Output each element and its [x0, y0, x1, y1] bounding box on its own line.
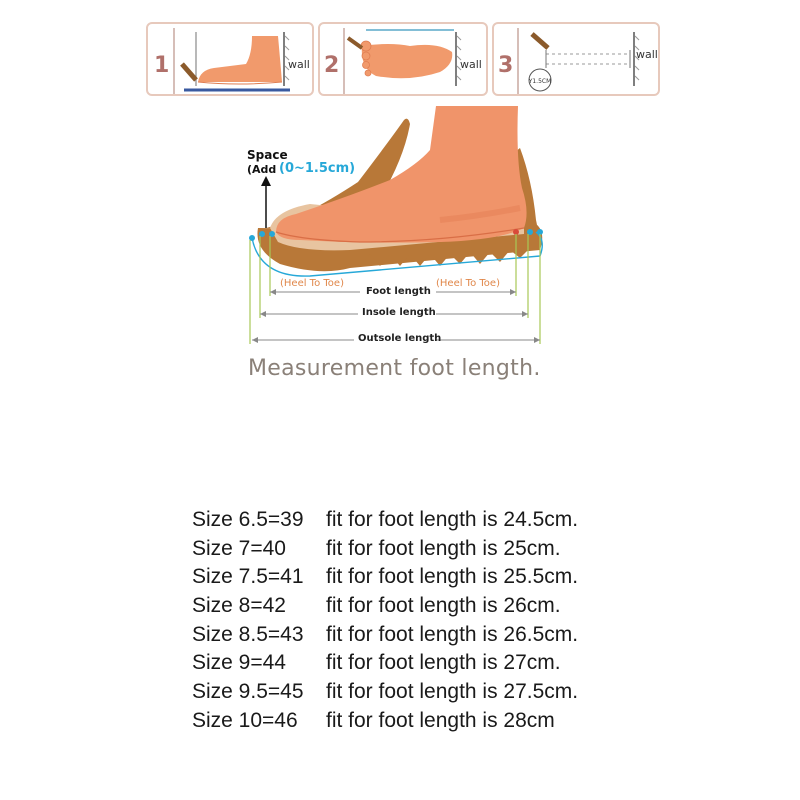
- shoe-foot-illustration: [240, 100, 560, 360]
- insole-length-label: Insole length: [362, 307, 436, 318]
- size-label: Size 7=40: [192, 536, 286, 560]
- step-1-panel: [146, 22, 314, 96]
- measurement-caption: Measurement foot length.: [248, 356, 541, 381]
- fit-text: fit for foot length is 26cm.: [326, 594, 561, 618]
- step-number: 2: [324, 53, 340, 78]
- size-row: [192, 621, 578, 650]
- size-chart: [192, 506, 578, 736]
- size-row: [192, 506, 578, 535]
- size-label: Size 7.5=41: [192, 565, 304, 589]
- step-3-panel: [492, 22, 660, 96]
- size-row: [192, 535, 578, 564]
- size-row: [192, 563, 578, 592]
- fit-text: fit for foot length is 28cm: [326, 708, 555, 732]
- step-number: 3: [498, 53, 514, 78]
- wall-label: wall: [460, 58, 482, 71]
- heel-to-toe-right-label: (Heel To Toe): [436, 278, 500, 289]
- size-row: [192, 707, 578, 736]
- foot-length-label: Foot length: [366, 286, 431, 297]
- fit-text: fit for foot length is 24.5cm.: [326, 508, 579, 531]
- size-label: Size 8.5=43: [192, 622, 304, 646]
- size-row: [192, 678, 578, 707]
- size-row: [192, 592, 578, 621]
- step-2-panel: [318, 22, 488, 96]
- add-range-label: (0~1.5cm): [279, 161, 356, 176]
- size-label: Size 6.5=39: [192, 508, 304, 531]
- fit-text: fit for foot length is 26.5cm.: [326, 622, 579, 646]
- step-number: 1: [154, 53, 170, 78]
- heel-to-toe-left-label: (Heel To Toe): [280, 278, 344, 289]
- fit-text: fit for foot length is 27cm.: [326, 651, 561, 675]
- outsole-length-label: Outsole length: [358, 333, 442, 344]
- fit-text: fit for foot length is 25cm.: [326, 536, 561, 560]
- ruler-label: Y1.5CM: [528, 78, 552, 85]
- fit-text: fit for foot length is 25.5cm.: [326, 565, 579, 589]
- wall-label: wall: [288, 58, 310, 71]
- foot-measurement-diagram: [240, 100, 560, 360]
- size-label: Size 9.5=45: [192, 680, 304, 704]
- add-prefix-label: (Add: [247, 163, 277, 176]
- space-label: Space: [247, 148, 288, 162]
- size-label: Size 10=46: [192, 708, 298, 732]
- size-row: [192, 649, 578, 678]
- measurement-steps: [146, 22, 660, 98]
- fit-text: fit for foot length is 27.5cm.: [326, 680, 579, 704]
- size-label: Size 8=42: [192, 594, 286, 618]
- wall-label: wall: [636, 48, 658, 61]
- size-label: Size 9=44: [192, 651, 286, 675]
